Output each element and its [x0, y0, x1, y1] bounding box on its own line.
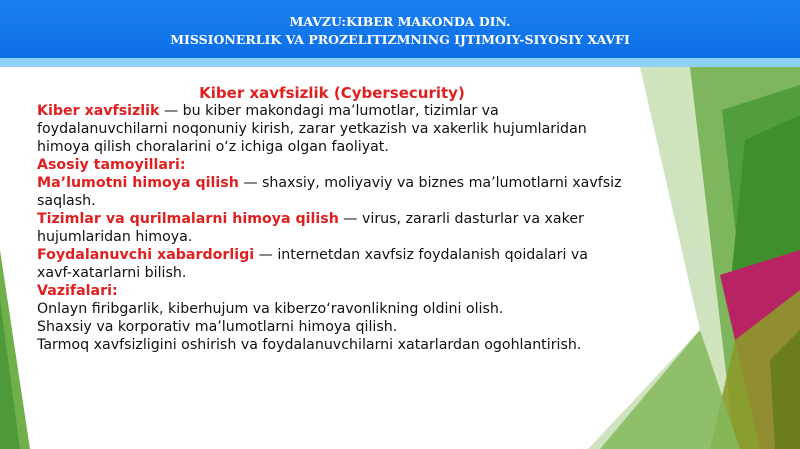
definition-term: Kiber xavfsizlik — [37, 103, 160, 119]
principle-text: — internetdan xavfsiz foydalanish qoidalari va xavf-xatarlarni bilish. — [37, 247, 588, 281]
principle-term: Ma’lumotni himoya qilish — [37, 175, 239, 191]
definition-paragraph — [37, 102, 627, 156]
principle-term: Tizimlar va qurilmalarni himoya qilish — [37, 211, 339, 227]
principle-item — [37, 210, 627, 246]
slide-title-line-1: MAVZU:KIBER MAKONDA DIN. — [289, 14, 511, 29]
principle-term: Foydalanuvchi xabardorligi — [37, 247, 255, 263]
slide-title-line-2: MISSIONERLIK VA PROZELITIZMNING IJTIMOIY-SIYOSIY XAVFI — [170, 32, 630, 47]
main-content — [37, 84, 627, 354]
principle-item — [37, 246, 627, 282]
content-title: Kiber xavfsizlik (Cybersecurity) — [199, 84, 465, 102]
principle-text: — shaxsiy, moliyaviy va biznes ma’lumotlarni xavfsiz saqlash. — [37, 175, 622, 209]
task-item: Tarmoq xavfsizligini oshirish va foydalanuvchilarni xatarlardan ogohlantirish. — [37, 337, 582, 353]
principle-item — [37, 174, 627, 210]
principles-heading: Asosiy tamoyillari: — [37, 157, 186, 173]
definition-text: — bu kiber makondagi ma’lumotlar, tizimlar va foydalanuvchilarni noqonuniy kirish, zarar yetkazish va xakerlik hujumlaridan himoya qilish choralarini o‘z ichiga olgan faoliyat. — [37, 103, 587, 155]
task-item: Onlayn firibgarlik, kiberhujum va kiberzo‘ravonlikning oldini olish. — [37, 301, 504, 317]
task-item: Shaxsiy va korporativ ma’lumotlarni himoya qilish. — [37, 319, 398, 335]
tasks-heading: Vazifalari: — [37, 283, 118, 299]
principle-text: — virus, zararli dasturlar va xaker hujumlaridan himoya. — [37, 211, 584, 245]
